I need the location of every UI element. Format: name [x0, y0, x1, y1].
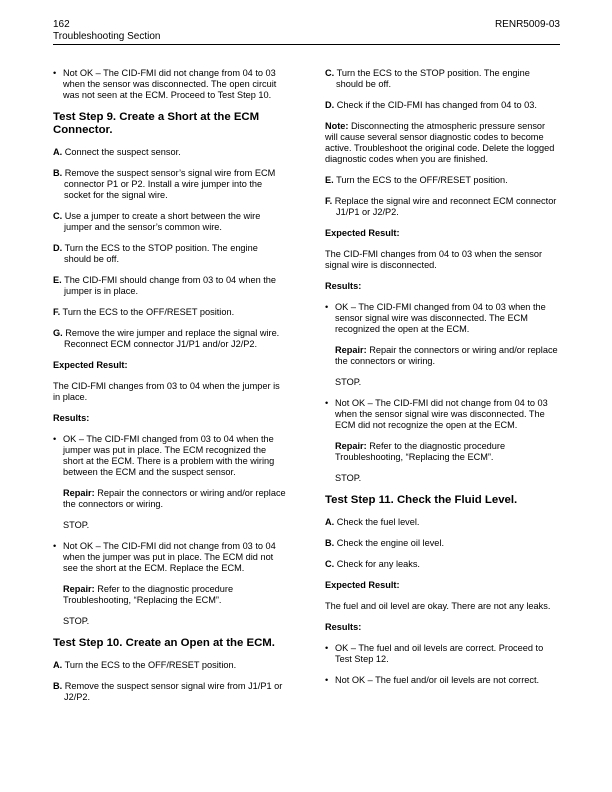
- expected-result-text: The CID-FMI changes from 04 to 03 when the sensor signal wire is disconnected.: [325, 249, 543, 270]
- repair-label: Repair:: [63, 584, 95, 594]
- page-number: 162: [53, 19, 70, 30]
- step-letter: A.: [53, 147, 63, 157]
- step-text: Turn the ECS to the STOP position. The engine should be off.: [336, 68, 530, 89]
- heading-test-step-10: Test Step 10. Create an Open at the ECM.: [53, 637, 275, 649]
- step-9f: [53, 307, 287, 318]
- step-10e: [325, 175, 559, 186]
- document-id: RENR5009-03: [494, 19, 560, 30]
- note-label: Note:: [325, 121, 349, 131]
- step-letter: D.: [53, 243, 63, 253]
- stop-not-ok-step9: STOP.: [63, 616, 90, 626]
- step-letter: E.: [53, 275, 62, 285]
- step-text: Remove the suspect sensor signal wire from J1/P1 or J2/P2.: [64, 681, 283, 702]
- step-text: Use a jumper to create a short between the wire jumper and the sensor’s common wire.: [64, 211, 261, 232]
- step-text: Turn the ECS to the OFF/RESET position.: [64, 660, 237, 670]
- step-9a: [53, 147, 287, 158]
- step-9d: [53, 243, 287, 265]
- result-not-ok-step11: [325, 675, 559, 686]
- header-rule: [53, 44, 560, 45]
- page-header-left: [53, 19, 160, 43]
- step-letter: D.: [325, 100, 335, 110]
- section-title: Troubleshooting Section: [53, 31, 161, 42]
- step-letter: B.: [53, 681, 63, 691]
- results-label: Results:: [53, 413, 90, 423]
- step-text: Connect the suspect sensor.: [64, 147, 181, 157]
- step-text: Check the fuel level.: [336, 517, 420, 527]
- result-not-ok-step8: [53, 68, 287, 101]
- step-text: Turn the ECS to the STOP position. The engine should be off.: [64, 243, 258, 264]
- step-letter: F.: [53, 307, 61, 317]
- step-9g: [53, 328, 287, 350]
- result-text: Not OK – The CID-FMI did not change from 04 to 03 when the sensor was disconnected. The open circuit was not seen at the ECM. Proceed to Test Step 10.: [63, 68, 277, 100]
- heading-test-step-11: Test Step 11. Check the Fluid Level.: [325, 494, 518, 506]
- repair-not-ok-step9: [53, 584, 287, 606]
- bullet-dot: •: [325, 302, 329, 312]
- repair-not-ok-step10: [325, 441, 559, 463]
- step-9c: [53, 211, 287, 233]
- step-text: Turn the ECS to the OFF/RESET position.: [62, 307, 235, 317]
- expected-result-label: Expected Result:: [325, 580, 400, 590]
- step-11c: [325, 559, 559, 570]
- note-text: Disconnecting the atmospheric pressure sensor will cause several sensor diagnostic codes to become active. Troubleshoot the original code. Delete the logged diagnostic codes when you are finished.: [325, 121, 555, 164]
- note-paragraph: [325, 121, 559, 165]
- result-ok-step9: [53, 434, 287, 478]
- step-letter: B.: [53, 168, 63, 178]
- step-10f: [325, 196, 559, 218]
- result-text: OK – The CID-FMI changed from 04 to 03 when the sensor signal wire was disconnected. The ECM recognized the open at the ECM.: [335, 302, 546, 334]
- result-text: Not OK – The CID-FMI did not change from 03 to 04 when the jumper was put in place. The ECM did not see the short at the ECM. Replace the ECM.: [63, 541, 276, 573]
- right-column: [325, 68, 559, 696]
- step-10c: [325, 68, 559, 90]
- step-letter: C.: [53, 211, 63, 221]
- result-text: Not OK – The CID-FMI did not change from 04 to 03 when the sensor signal wire was disconnected. The ECM did not recognize the open at the ECM.: [335, 398, 548, 430]
- result-not-ok-step9: [53, 541, 287, 574]
- result-ok-step11: [325, 643, 559, 665]
- expected-result-label: Expected Result:: [53, 360, 128, 370]
- repair-text: Repair the connectors or wiring and/or replace the connectors or wiring.: [63, 488, 286, 509]
- repair-text: Refer to the diagnostic procedure Troubleshooting, “Replacing the ECM”.: [335, 441, 506, 462]
- results-label: Results:: [325, 622, 362, 632]
- step-text: Check the engine oil level.: [336, 538, 445, 548]
- bullet-dot: •: [325, 398, 329, 408]
- result-text: OK – The CID-FMI changed from 03 to 04 when the jumper was put in place. The ECM recognized the short at the ECM. There is a problem with the wiring between the ECM and the suspect sensor.: [63, 434, 275, 477]
- step-text: Remove the wire jumper and replace the signal wire. Reconnect ECM connector J1/P1 and/or J2/P2.: [64, 328, 280, 349]
- step-text: Replace the signal wire and reconnect ECM connector J1/P1 or J2/P2.: [334, 196, 557, 217]
- step-text: The CID-FMI should change from 03 to 04 when the jumper is in place.: [64, 275, 277, 296]
- repair-label: Repair:: [335, 345, 367, 355]
- heading-test-step-9: Test Step 9. Create a Short at the ECM Connector.: [53, 111, 260, 136]
- step-text: Check for any leaks.: [336, 559, 420, 569]
- step-10a: [53, 660, 287, 671]
- left-column: [53, 68, 287, 713]
- result-ok-step10: [325, 302, 559, 335]
- repair-text: Repair the connectors or wiring and/or replace the connectors or wiring.: [335, 345, 558, 366]
- step-10d: [325, 100, 559, 111]
- step-9e: [53, 275, 287, 297]
- expected-result-text: The CID-FMI changes from 03 to 04 when the jumper is in place.: [53, 381, 280, 402]
- step-letter: C.: [325, 559, 335, 569]
- step-text: Turn the ECS to the OFF/RESET position.: [336, 175, 508, 185]
- step-letter: G.: [53, 328, 63, 338]
- repair-label: Repair:: [335, 441, 367, 451]
- repair-ok-step10: [325, 345, 559, 367]
- bullet-dot: •: [53, 68, 57, 78]
- expected-result-text: The fuel and oil level are okay. There are not any leaks.: [325, 601, 551, 611]
- step-9b: [53, 168, 287, 201]
- step-letter: A.: [325, 517, 335, 527]
- repair-text: Refer to the diagnostic procedure Troubleshooting, “Replacing the ECM”.: [63, 584, 234, 605]
- step-text: Remove the suspect sensor’s signal wire from ECM connector P1 or P2. Install a wire jumper into the socket for the signal wire.: [64, 168, 276, 200]
- step-11a: [325, 517, 559, 528]
- results-label: Results:: [325, 281, 362, 291]
- step-text: Check if the CID-FMI has changed from 04 to 03.: [336, 100, 537, 110]
- bullet-dot: •: [53, 434, 57, 444]
- stop-ok-step9: STOP.: [63, 520, 90, 530]
- expected-result-label: Expected Result:: [325, 228, 400, 238]
- step-letter: A.: [53, 660, 63, 670]
- step-11b: [325, 538, 559, 549]
- step-letter: B.: [325, 538, 335, 548]
- result-text: OK – The fuel and oil levels are correct. Proceed to Test Step 12.: [335, 643, 544, 664]
- step-10b: [53, 681, 287, 703]
- result-text: Not OK – The fuel and/or oil levels are not correct.: [335, 675, 540, 685]
- stop-not-ok-step10: STOP.: [335, 473, 362, 483]
- bullet-dot: •: [325, 643, 329, 653]
- bullet-dot: •: [325, 675, 329, 685]
- stop-ok-step10: STOP.: [335, 377, 362, 387]
- step-letter: F.: [325, 196, 333, 206]
- repair-label: Repair:: [63, 488, 95, 498]
- repair-ok-step9: [53, 488, 287, 510]
- step-letter: C.: [325, 68, 335, 78]
- result-not-ok-step10: [325, 398, 559, 431]
- step-letter: E.: [325, 175, 334, 185]
- bullet-dot: •: [53, 541, 57, 551]
